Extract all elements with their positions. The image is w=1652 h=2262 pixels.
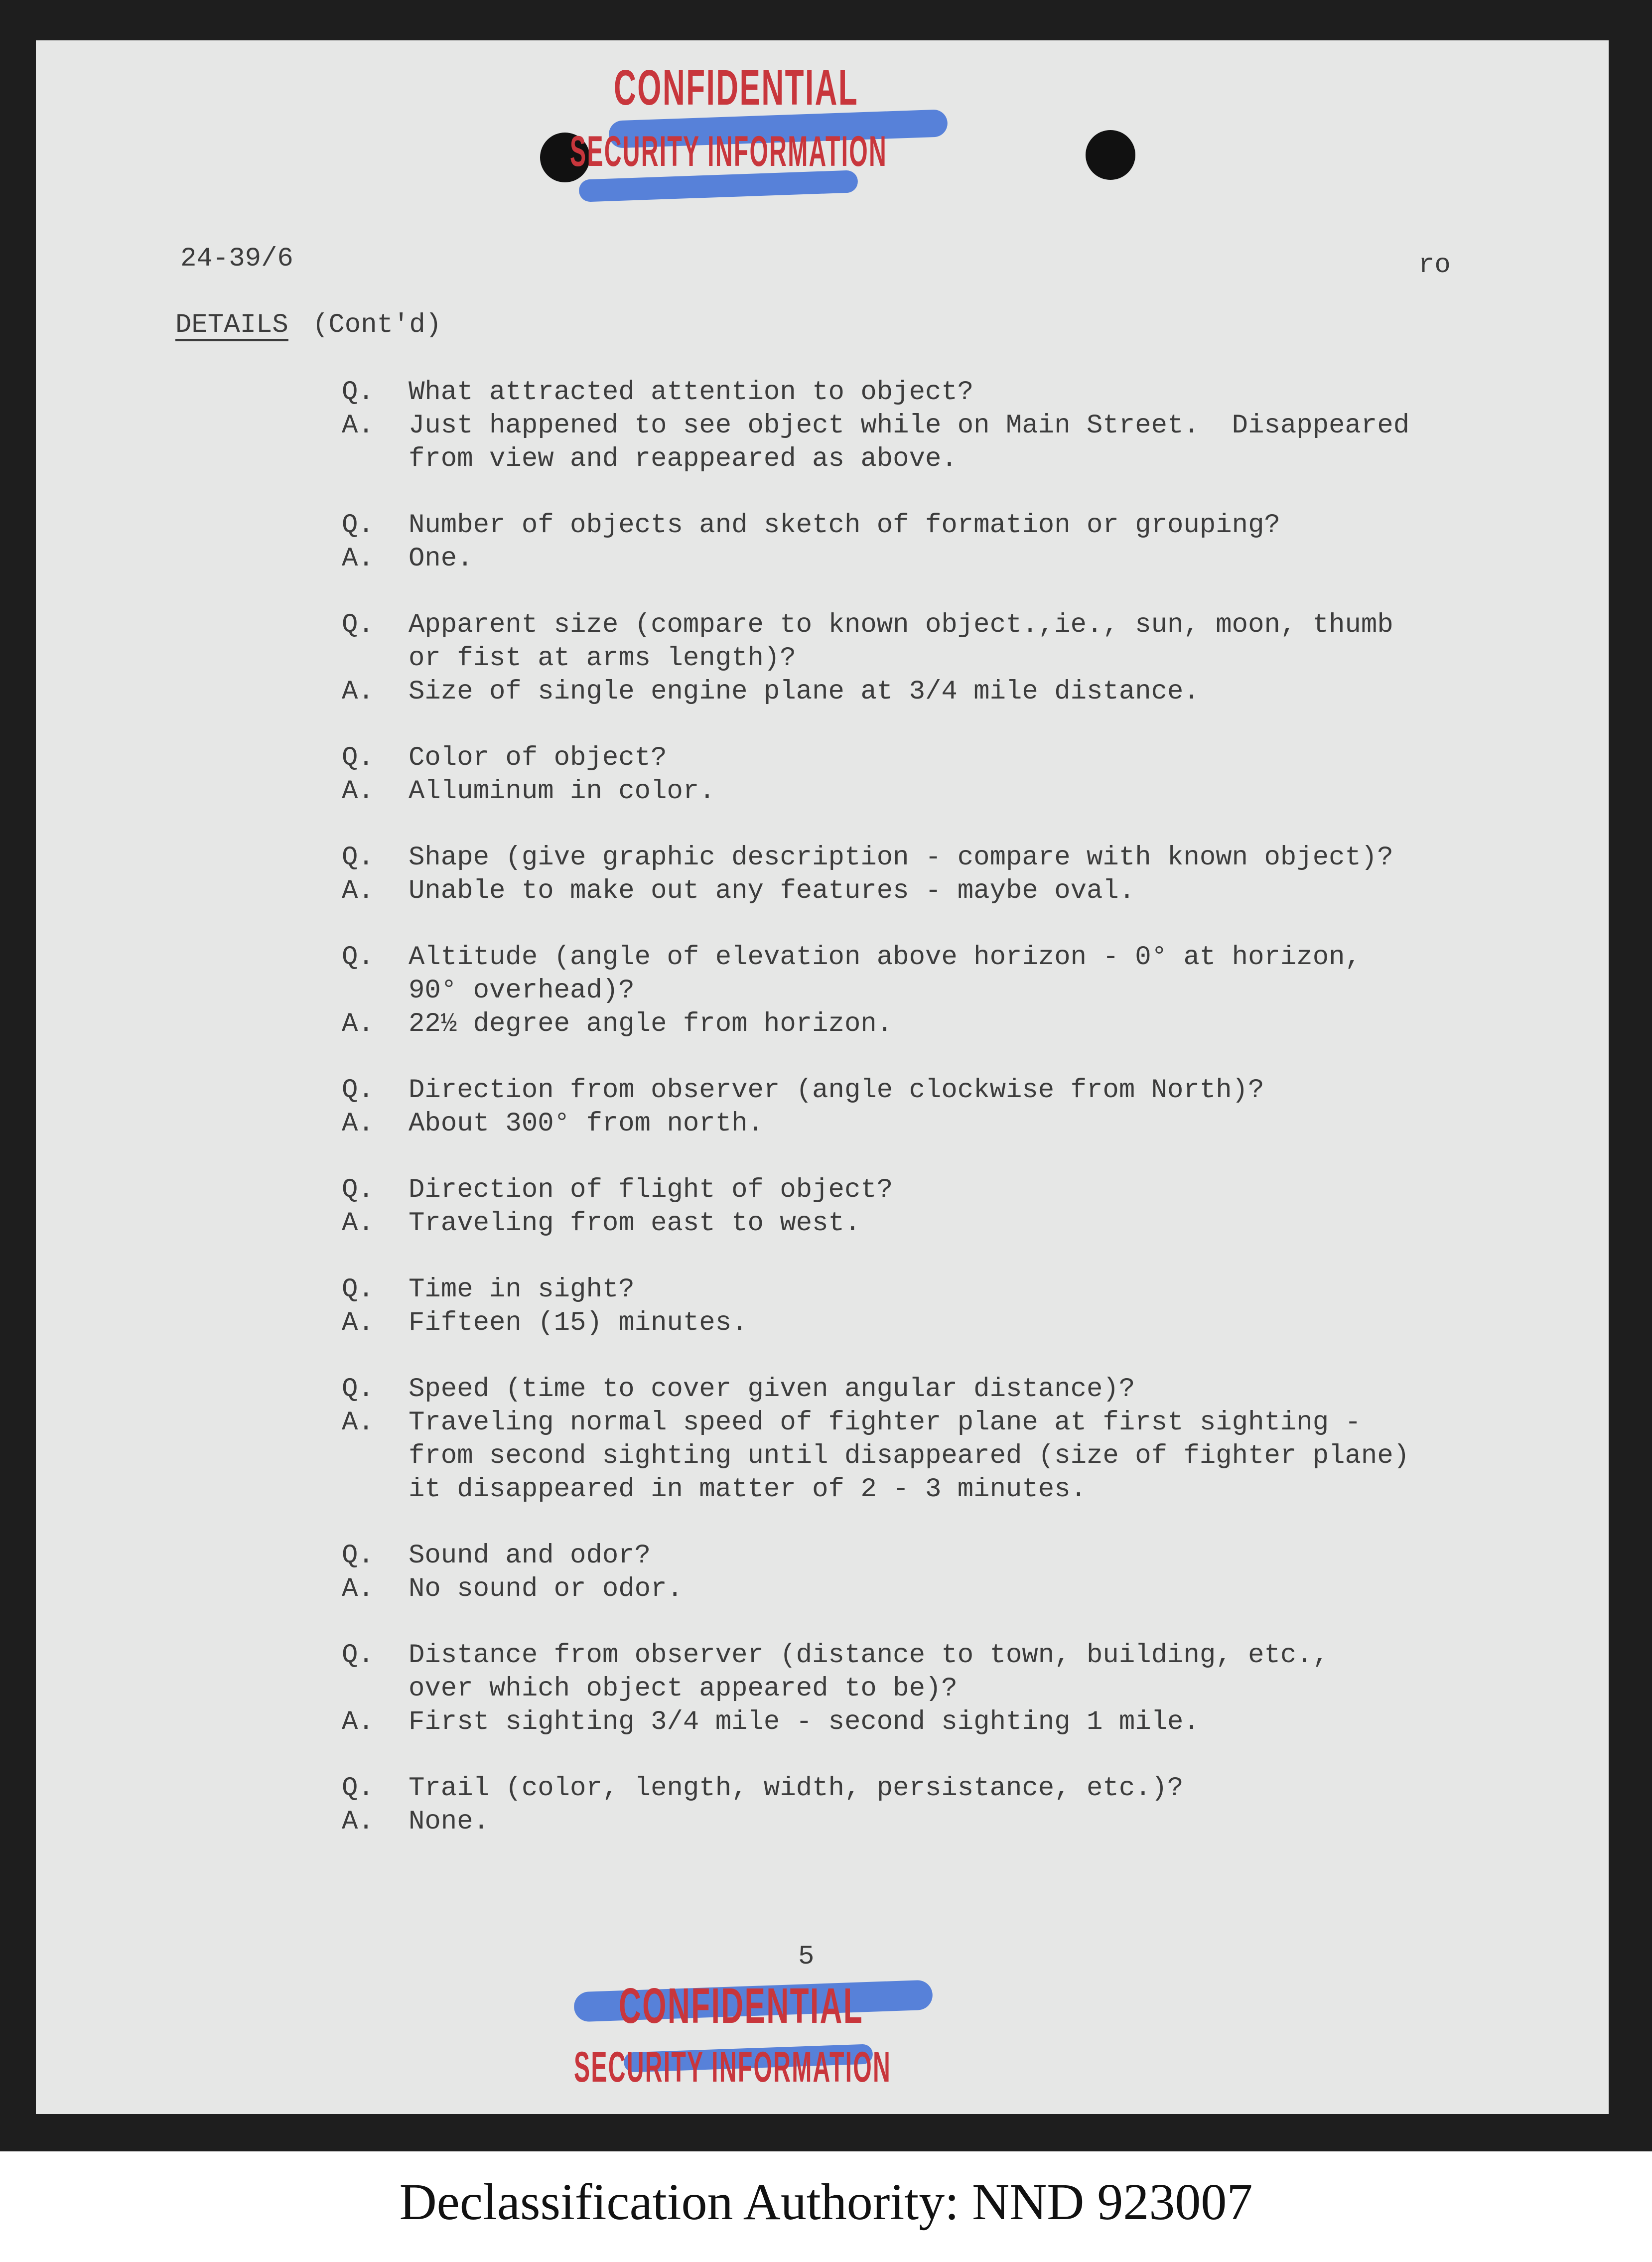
question-label: Q.	[342, 610, 374, 640]
answer-text: Size of single engine plane at 3/4 mile distance.	[409, 677, 1200, 707]
typist-initials: ro	[1418, 250, 1451, 281]
stamp-confidential-bottom: CONFIDENTIAL	[619, 1978, 864, 2034]
section-heading-suffix: (Cont'd)	[312, 310, 442, 340]
answer-text: it disappeared in matter of 2 - 3 minutes.	[409, 1474, 1087, 1505]
document-reference: 24-39/6	[180, 244, 293, 274]
question-label: Q.	[342, 1640, 374, 1671]
question-text: What attracted attention to object?	[409, 377, 974, 408]
question-label: Q.	[342, 743, 374, 773]
question-text: Direction from observer (angle clockwise from North)?	[409, 1075, 1264, 1106]
question-text: Shape (give graphic description - compare with known object)?	[409, 843, 1393, 873]
question-label: Q.	[342, 1773, 374, 1804]
answer-text: from second sighting until disappeared (size of fighter plane)	[409, 1441, 1410, 1471]
question-text: Color of object?	[409, 743, 667, 773]
question-text: or fist at arms length)?	[409, 643, 796, 674]
answer-text: No sound or odor.	[409, 1574, 683, 1604]
question-label: Q.	[342, 1274, 374, 1305]
answer-label: A.	[342, 544, 374, 574]
answer-label: A.	[342, 1109, 374, 1139]
answer-text: Just happened to see object while on Main Street. Disappeared	[409, 411, 1410, 441]
answer-label: A.	[342, 1707, 374, 1737]
question-label: Q.	[342, 1075, 374, 1106]
answer-label: A.	[342, 1408, 374, 1438]
answer-label: A.	[342, 1807, 374, 1837]
punch-hole	[1086, 130, 1135, 180]
question-text: Altitude (angle of elevation above horizon - 0° at horizon,	[409, 942, 1361, 973]
answer-text: from view and reappeared as above.	[409, 444, 958, 474]
answer-text: None.	[409, 1807, 490, 1837]
answer-label: A.	[342, 677, 374, 707]
answer-label: A.	[342, 776, 374, 807]
question-text: Number of objects and sketch of formation or grouping?	[409, 510, 1280, 541]
question-text: Apparent size (compare to known object.,ie., sun, moon, thumb	[409, 610, 1393, 640]
question-label: Q.	[342, 510, 374, 541]
question-label: Q.	[342, 1374, 374, 1405]
answer-text: Unable to make out any features - maybe oval.	[409, 876, 1135, 906]
question-text: Time in sight?	[409, 1274, 635, 1305]
answer-label: A.	[342, 1574, 374, 1604]
question-label: Q.	[342, 1175, 374, 1205]
question-label: Q.	[342, 1541, 374, 1571]
answer-label: A.	[342, 1308, 374, 1338]
answer-label: A.	[342, 411, 374, 441]
answer-label: A.	[342, 1208, 374, 1239]
answer-text: First sighting 3/4 mile - second sighting 1 mile.	[409, 1707, 1200, 1737]
answer-text: Traveling from east to west.	[409, 1208, 861, 1239]
question-text: Speed (time to cover given angular distance)?	[409, 1374, 1135, 1405]
question-text: over which object appeared to be)?	[409, 1674, 958, 1704]
answer-text: Alluminum in color.	[409, 776, 715, 807]
question-label: Q.	[342, 377, 374, 408]
question-text: Trail (color, length, width, persistance, etc.)?	[409, 1773, 1184, 1804]
question-label: Q.	[342, 843, 374, 873]
question-text: Direction of flight of object?	[409, 1175, 893, 1205]
answer-text: About 300° from north.	[409, 1109, 764, 1139]
section-heading: DETAILS	[175, 310, 288, 340]
question-label: Q.	[342, 942, 374, 973]
answer-label: A.	[342, 1009, 374, 1039]
question-text: Distance from observer (distance to town, building, etc.,	[409, 1640, 1329, 1671]
question-text: Sound and odor?	[409, 1541, 651, 1571]
page-number: 5	[798, 1942, 815, 1972]
answer-label: A.	[342, 876, 374, 906]
answer-text: One.	[409, 544, 473, 574]
answer-text: Traveling normal speed of fighter plane at first sighting -	[409, 1408, 1361, 1438]
stamp-security-bottom: SECURITY INFORMATION	[574, 2043, 891, 2091]
document-page	[36, 40, 1609, 2114]
answer-text: Fifteen (15) minutes.	[409, 1308, 748, 1338]
stamp-confidential-top: CONFIDENTIAL	[614, 60, 859, 116]
question-text: 90° overhead)?	[409, 976, 635, 1006]
declassification-caption: Declassification Authority: NND 923007	[399, 2173, 1253, 2231]
stamp-security-top: SECURITY INFORMATION	[570, 128, 887, 175]
answer-text: 22½ degree angle from horizon.	[409, 1009, 893, 1039]
